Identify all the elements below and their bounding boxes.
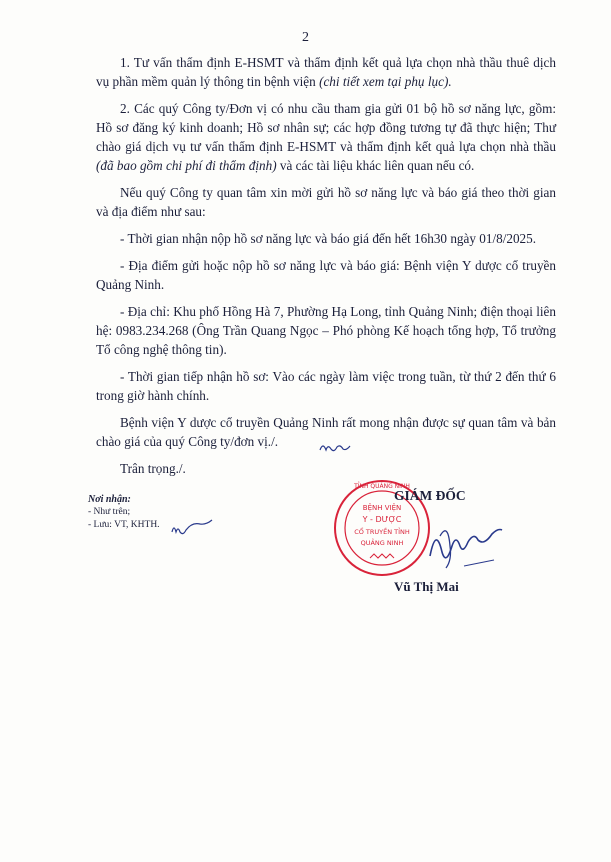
letter-body <box>96 53 556 478</box>
paragraph-address: - Địa chỉ: Khu phố Hồng Hà 7, Phường Hạ Long, tỉnh Quảng Ninh; điện thoại liên hệ: 0983.234.268 (Ông Trần Quang Ngọc – Phó phòng Kế hoạch tổng hợp, Tổ trưởng Tổ công nghệ thông tin). <box>96 304 556 357</box>
paragraph-item-1-text: 1. Tư vấn thẩm định E-HSMT và thẩm định kết quả lựa chọn nhà thầu thuê dịch vụ phần mềm quản lý thông tin bệnh viện <box>96 55 556 89</box>
paragraph-invitation: Nếu quý Công ty quan tâm xin mời gửi hồ sơ năng lực và báo giá theo thời gian và địa điểm như sau: <box>96 185 556 219</box>
signature-block <box>332 478 532 608</box>
paragraph-item-1 <box>96 53 556 91</box>
recipient-item: - Như trên; <box>88 507 131 517</box>
stamp-line: CỔ TRUYỀN TỈNH <box>354 528 410 536</box>
paragraph-item-2-text-a: 2. Các quý Công ty/Đơn vị có nhu cầu tham gia gửi 01 bộ hồ sơ năng lực, gồm: Hồ sơ đăng ký kinh doanh; Hồ sơ nhân sự; các hợp đồng tương tự đã thực hiện; Thư chào giá dịch vụ tư vấn thẩm định E-HSMT và thẩm định kết quả lựa chọn nhà thầu <box>96 101 556 154</box>
recipients-title: Nơi nhận: <box>88 494 131 505</box>
stamp-line: Y - DƯỢC <box>362 515 402 524</box>
recipients-block <box>88 493 160 532</box>
paragraph-item-2-text-b: và các tài liệu khác liên quan nếu có. <box>276 158 475 173</box>
initial-mark <box>170 518 215 538</box>
signature-title: GIÁM ĐỐC <box>394 488 466 503</box>
stamp-line: BỆNH VIỆN <box>362 504 402 512</box>
recipient-item: - Lưu: VT, KHTH. <box>88 520 160 530</box>
page-number: 2 <box>302 30 309 45</box>
stamp-line: QUẢNG NINH <box>360 539 404 547</box>
signer-name: Vũ Thị Mai <box>394 579 459 594</box>
paragraph-regards: Trân trọng./. <box>120 461 186 476</box>
paragraph-item-2-italic: (đã bao gồm chi phí đi thẩm định) <box>96 158 277 173</box>
paragraph-item-1-italic: (chi tiết xem tại phụ lục). <box>319 74 452 89</box>
paragraph-location: - Địa điểm gửi hoặc nộp hồ sơ năng lực và báo giá: Bệnh viện Y dược cổ truyền Quảng Ninh. <box>96 258 556 292</box>
stamp-ring-text: TỈNH QUẢNG NINH <box>354 483 410 490</box>
paragraph-closing: Bệnh viện Y dược cổ truyền Quảng Ninh rất mong nhận được sự quan tâm và bản chào giá của quý Công ty/đơn vị./. <box>96 415 556 449</box>
handwritten-signature <box>424 516 504 576</box>
paragraph-deadline: - Thời gian nhận nộp hồ sơ năng lực và báo giá đến hết 16h30 ngày 01/8/2025. <box>120 231 537 246</box>
paragraph-item-2 <box>96 99 556 175</box>
initial-mark <box>318 440 352 454</box>
paragraph-receive-time: - Thời gian tiếp nhận hồ sơ: Vào các ngày làm việc trong tuần, từ thứ 2 đến thứ 6 trong giờ hành chính. <box>96 369 556 403</box>
